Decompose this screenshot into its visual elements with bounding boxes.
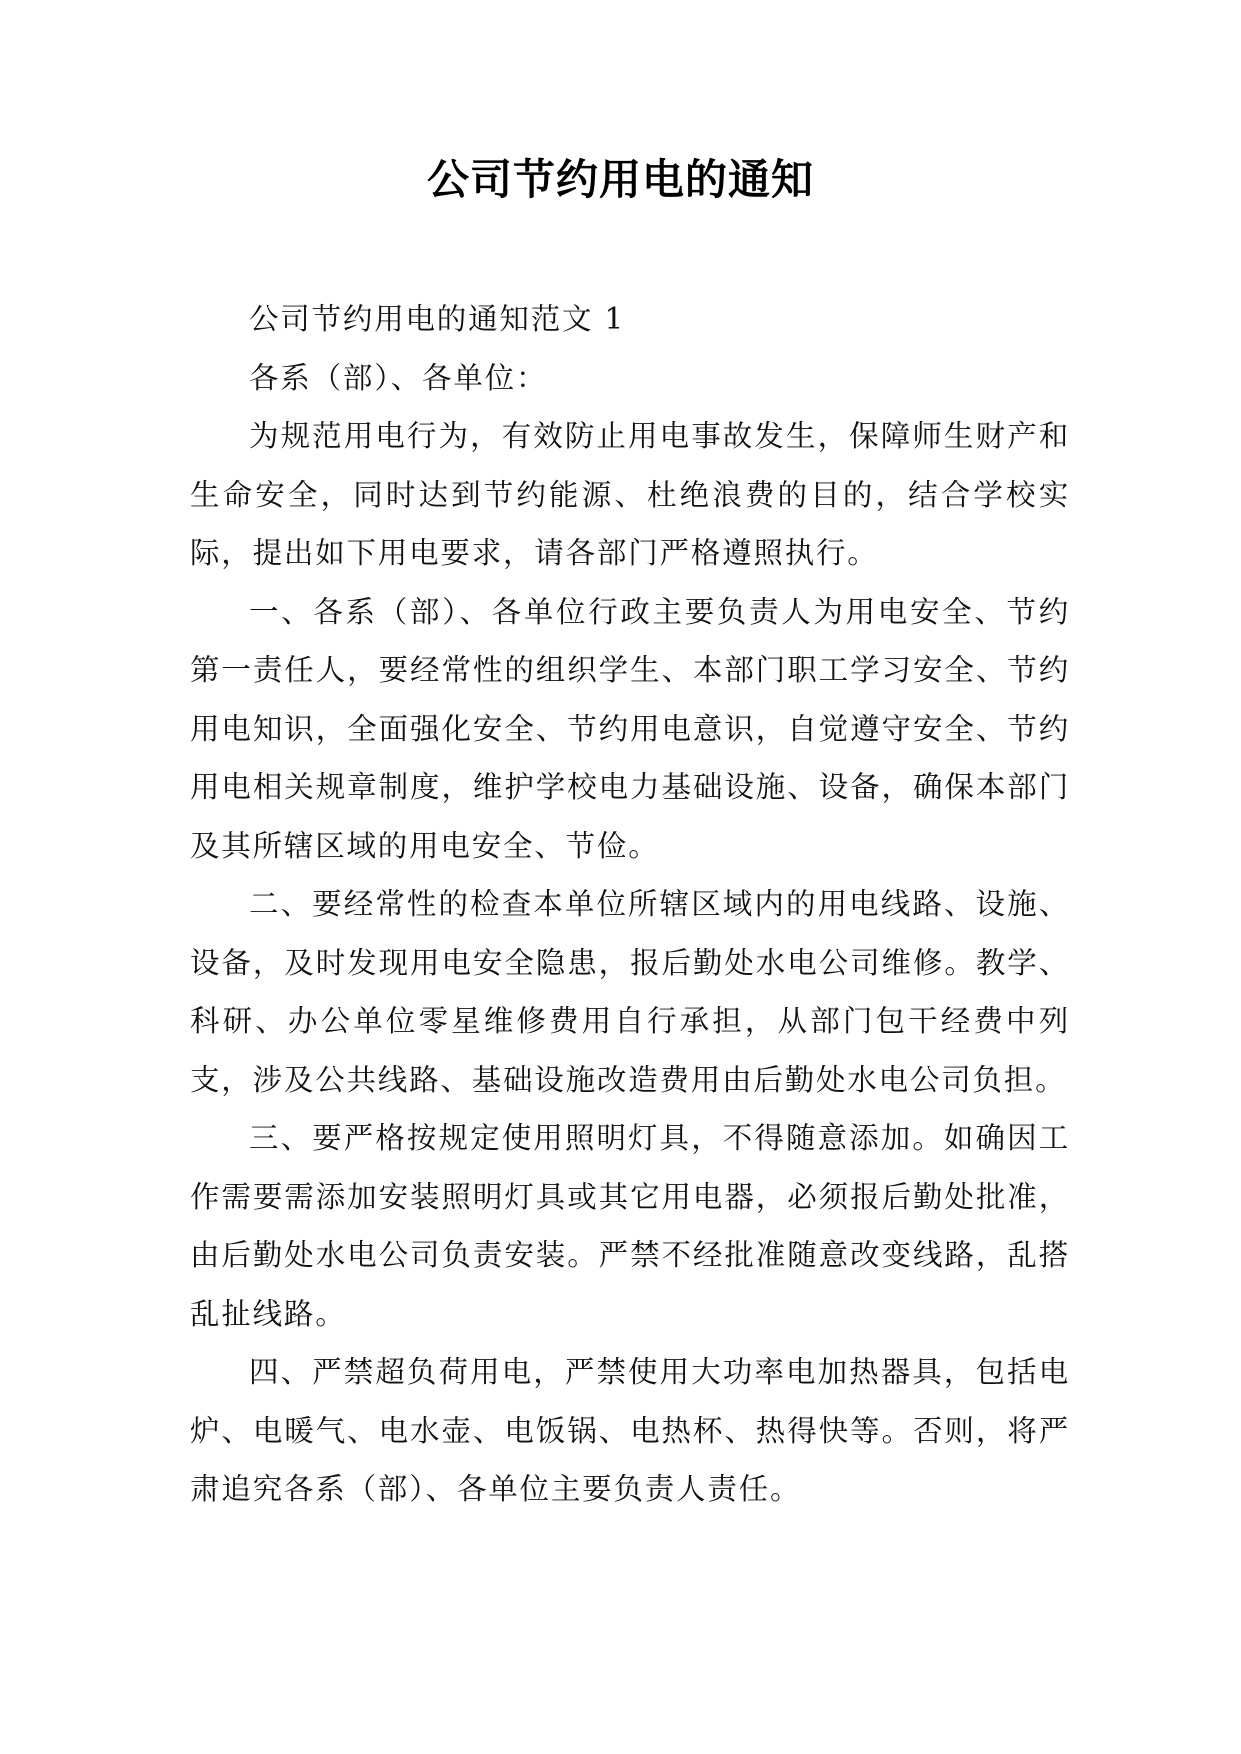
paragraph-salutation: 各系（部）、各单位： — [249, 360, 548, 395]
page-title: 公司节约用电的通知 — [426, 155, 814, 204]
paragraph-item-2: 二、要经常性的检查本单位所辖区域内的用电线路、设施、设备，及时发现用电安全隐患，报后勤处水电公司维修。教学、科研、办公单位零星维修费用自行承担，从部门包干经费中列支，涉及公共线路、基础设施改造费用由后勤处水电公司负担。 — [190, 887, 1070, 1097]
document-body — [190, 290, 1070, 1519]
paragraph-subtitle: 公司节约用电的通知范文 1 — [249, 302, 626, 336]
paragraph-item-3: 三、要严格按规定使用照明灯具，不得随意添加。如确因工作需要需添加安装照明灯具或其它用电器，必须报后勤处批准，由后勤处水电公司负责安装。严禁不经批准随意改变线路，乱搭乱扯线路。 — [190, 1121, 1070, 1331]
paragraph-item-1: 一、各系（部）、各单位行政主要负责人为用电安全、节约第一责任人，要经常性的组织学生、本部门职工学习安全、节约用电知识，全面强化安全、节约用电意识，自觉遵守安全、节约用电相关规章制度，维护学校电力基础设施、设备，确保本部门及其所辖区域的用电安全、节俭。 — [190, 594, 1070, 863]
paragraph-intro: 为规范用电行为，有效防止用电事故发生，保障师生财产和生命安全，同时达到节约能源、杜绝浪费的目的，结合学校实际，提出如下用电要求，请各部门严格遵照执行。 — [190, 419, 1070, 570]
paragraph-item-4: 四、严禁超负荷用电，严禁使用大功率电加热器具，包括电炉、电暖气、电水壶、电饭锅、电热杯、热得快等。否则，将严肃追究各系（部）、各单位主要负责人责任。 — [190, 1355, 1070, 1506]
